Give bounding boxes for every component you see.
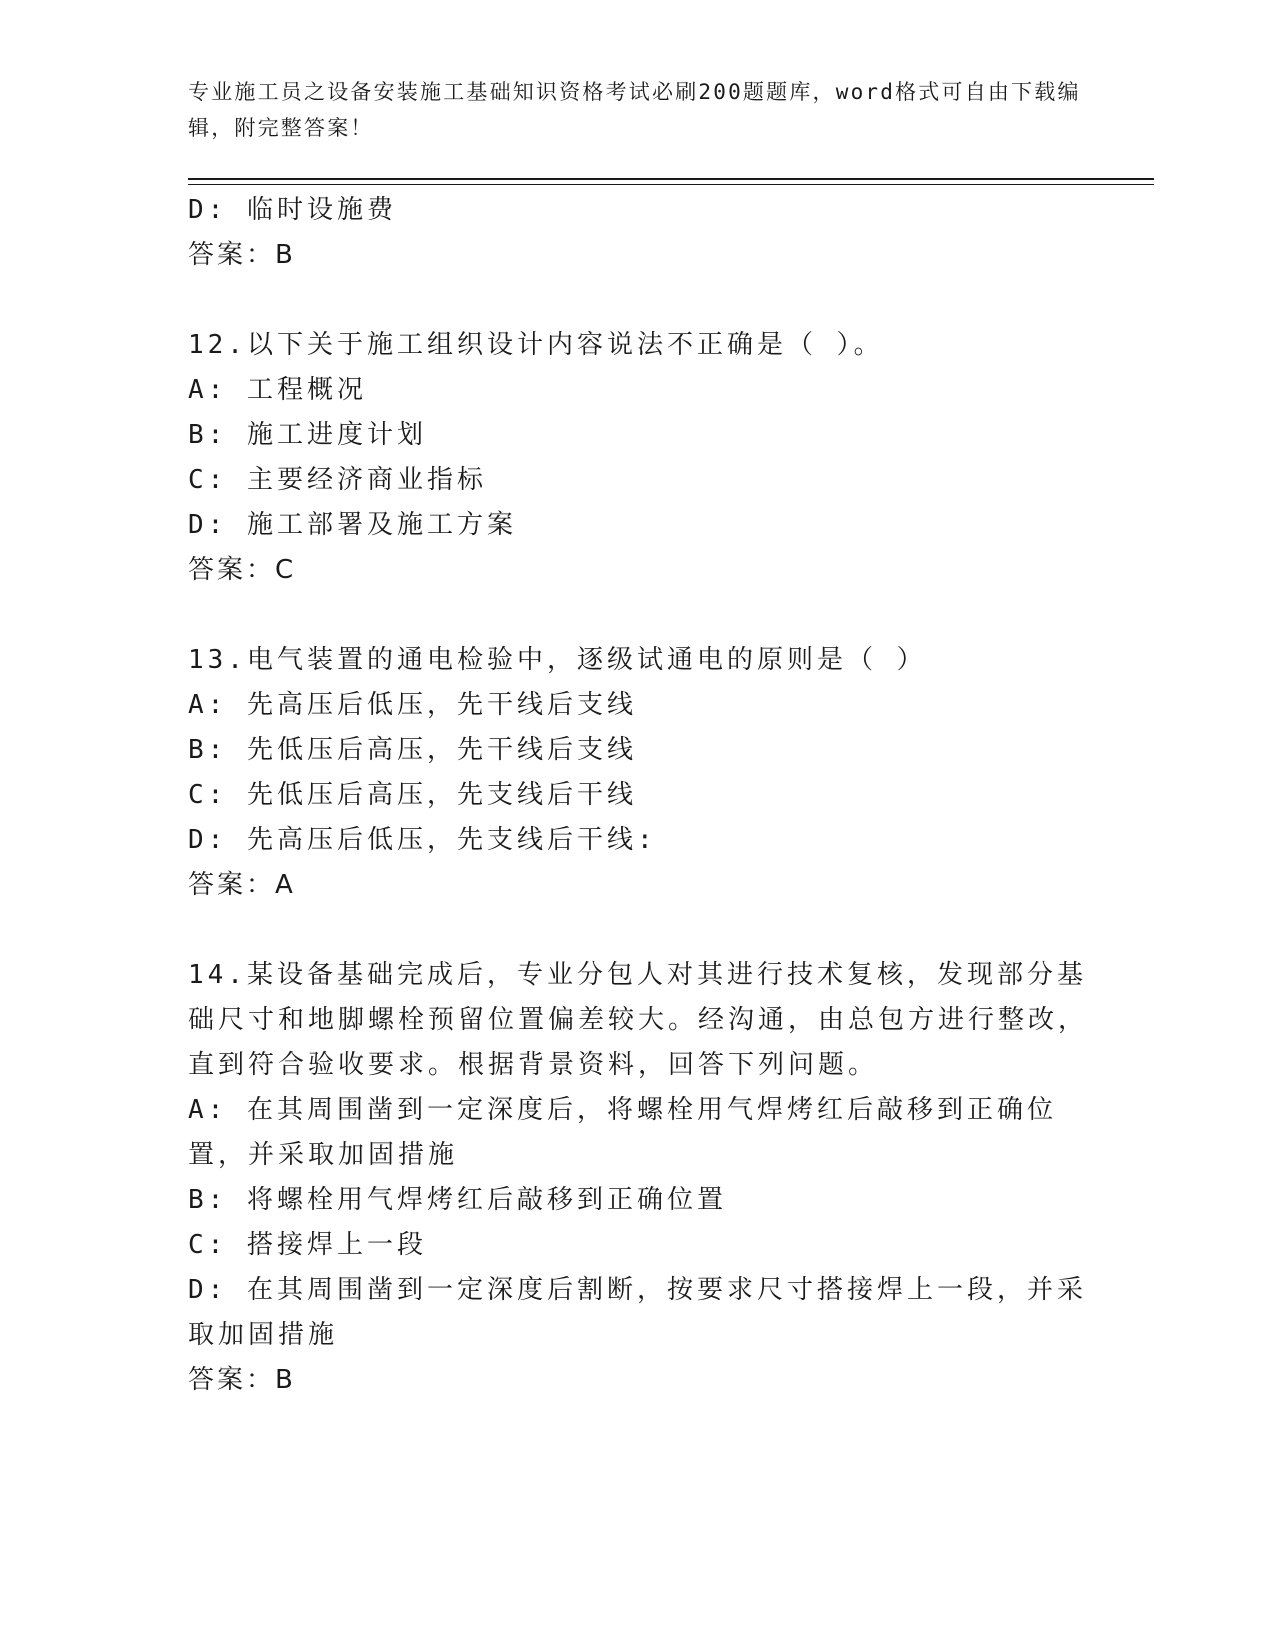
- question-stem: 12.以下关于施工组织设计内容说法不正确是（ ）。: [188, 330, 884, 360]
- option-a: A: 在其周围凿到一定深度后，将螺栓用气焊烤红后敲移到正确位置，并采取加固措施: [188, 1095, 1057, 1170]
- spacer: [188, 278, 1088, 323]
- question-stem: 13.电气装置的通电检验中，逐级试通电的原则是（ ）: [188, 645, 927, 675]
- option-c: C: 先低压后高压，先支线后干线: [188, 780, 637, 810]
- option-d: D: 先高压后低压，先支线后干线:: [188, 825, 657, 855]
- option-a: A: 工程概况: [188, 375, 367, 405]
- document-header: [188, 74, 1088, 146]
- answer-line: 答案：C: [188, 555, 297, 585]
- question-12: [188, 323, 1088, 593]
- option-b: B: 先低压后高压，先干线后支线: [188, 735, 637, 765]
- question-11-tail: [188, 188, 1088, 278]
- option-d: D: 施工部署及施工方案: [188, 510, 517, 540]
- document-body: [188, 188, 1088, 1403]
- option-c: C: 搭接焊上一段: [188, 1230, 427, 1260]
- spacer: [188, 908, 1088, 953]
- option-a: A: 先高压后低压，先干线后支线: [188, 690, 637, 720]
- answer-line: 答案：B: [188, 240, 296, 270]
- spacer: [188, 593, 1088, 638]
- option-d: D: 在其周围凿到一定深度后割断，按要求尺寸搭接焊上一段，并采取加固措施: [188, 1275, 1087, 1350]
- option-b: B: 施工进度计划: [188, 420, 427, 450]
- option-b: B: 将螺栓用气焊烤红后敲移到正确位置: [188, 1185, 727, 1215]
- header-divider-thick: [188, 178, 1154, 180]
- option-c: C: 主要经济商业指标: [188, 465, 487, 495]
- answer-line: 答案：B: [188, 1365, 296, 1395]
- answer-line: 答案：A: [188, 870, 296, 900]
- question-13: [188, 638, 1088, 908]
- header-title: 专业施工员之设备安装施工基础知识资格考试必刷200题题库，word格式可自由下载编辑，附完整答案！: [188, 80, 1081, 140]
- option-d: D: 临时设施费: [188, 195, 397, 225]
- header-divider-thin: [188, 184, 1154, 185]
- question-stem: 14.某设备基础完成后，专业分包人对其进行技术复核，发现部分基础尺寸和地脚螺栓预留位置偏差较大。经沟通，由总包方进行整改，直到符合验收要求。根据背景资料，回答下列问题。: [188, 960, 1089, 1080]
- question-14: [188, 953, 1088, 1403]
